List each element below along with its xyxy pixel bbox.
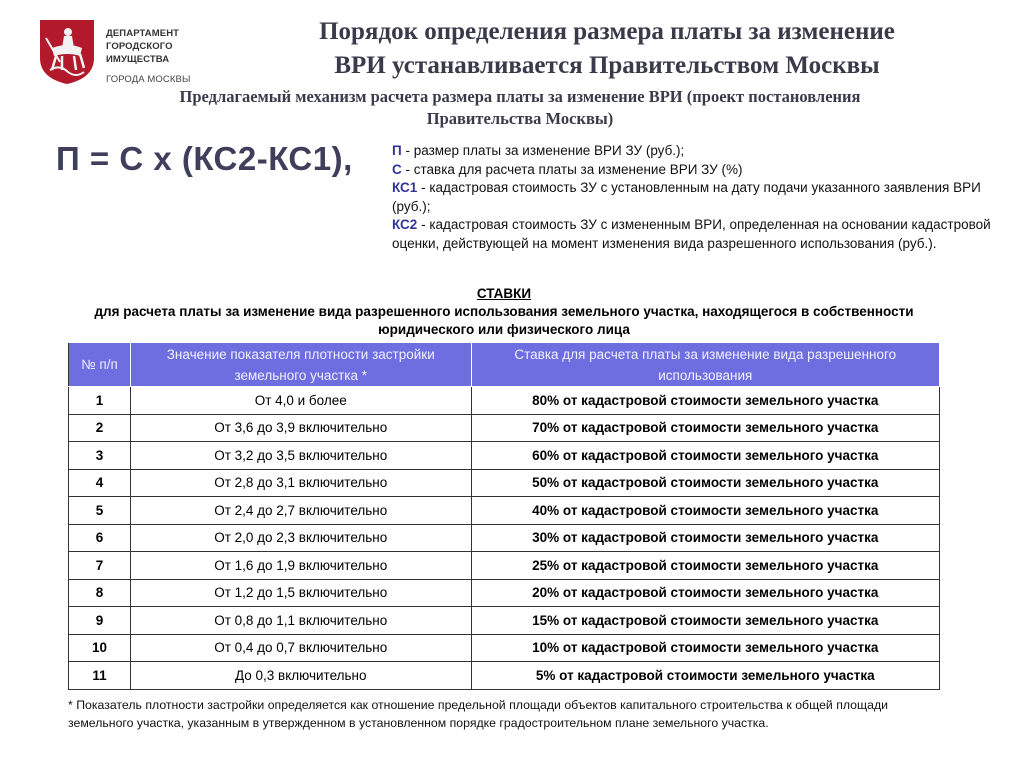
row-rate: 60% от кадастровой стоимости земельного участка <box>471 442 939 470</box>
rates-heading <box>68 285 940 339</box>
row-number: 10 <box>69 634 131 662</box>
row-rate: 40% от кадастровой стоимости земельного участка <box>471 497 939 525</box>
row-number: 9 <box>69 607 131 635</box>
rates-title: СТАВКИ <box>476 286 532 301</box>
row-rate: 10% от кадастровой стоимости земельного участка <box>471 634 939 662</box>
row-density: От 2,0 до 2,3 включительно <box>130 524 471 552</box>
row-number: 7 <box>69 552 131 580</box>
row-number: 4 <box>69 469 131 497</box>
row-density: От 2,4 до 2,7 включительно <box>130 497 471 525</box>
legend-text: - кадастровая стоимость ЗУ с установленным на дату подачи указанного заявления ВРИ (руб.); <box>392 180 981 214</box>
row-number: 8 <box>69 579 131 607</box>
department-name-line3: ГОРОДА МОСКВЫ <box>106 74 191 85</box>
row-rate: 30% от кадастровой стоимости земельного участка <box>471 524 939 552</box>
table-row <box>69 497 940 525</box>
department-name <box>106 27 248 86</box>
page-subtitle <box>100 86 940 130</box>
legend-item-c <box>392 161 992 180</box>
department-logo <box>38 18 248 88</box>
legend-text: - размер платы за изменение ВРИ ЗУ (руб.); <box>401 143 685 158</box>
legend-term: С <box>392 161 402 177</box>
department-name-line2: ИМУЩЕСТВА <box>106 54 170 65</box>
table-row <box>69 579 940 607</box>
legend-text: - кадастровая стоимость ЗУ с измененным ВРИ, определенная на основании кадастровой оценки, действующей на момент изменения вида разрешенного использования (руб.). <box>392 217 991 251</box>
row-rate: 50% от кадастровой стоимости земельного участка <box>471 469 939 497</box>
legend-item-p <box>392 142 992 161</box>
page-title-line1: Порядок определения размера платы за изменение <box>319 18 895 45</box>
row-density: От 2,8 до 3,1 включительно <box>130 469 471 497</box>
row-density: От 0,8 до 1,1 включительно <box>130 607 471 635</box>
row-rate: 15% от кадастровой стоимости земельного участка <box>471 607 939 635</box>
moscow-coat-of-arms-icon <box>38 18 96 86</box>
row-density: До 0,3 включительно <box>130 662 471 690</box>
row-rate: 20% от кадастровой стоимости земельного участка <box>471 579 939 607</box>
row-number: 2 <box>69 414 131 442</box>
row-number: 3 <box>69 442 131 470</box>
legend-term: КС2 <box>392 217 418 232</box>
row-number: 11 <box>69 662 131 690</box>
row-rate: 80% от кадастровой стоимости земельного участка <box>471 387 939 415</box>
page-subtitle-line2: Правительства Москвы) <box>426 109 614 128</box>
formula-legend <box>392 142 992 253</box>
table-header-row <box>69 343 940 387</box>
row-density: От 4,0 и более <box>130 387 471 415</box>
legend-item-ks1 <box>392 179 992 216</box>
row-number: 5 <box>69 497 131 525</box>
row-density: От 3,2 до 3,5 включительно <box>130 442 471 470</box>
column-header-number: № п/п <box>69 343 131 387</box>
table-row <box>69 662 940 690</box>
table-row <box>69 469 940 497</box>
row-density: От 1,6 до 1,9 включительно <box>130 552 471 580</box>
table-row <box>69 552 940 580</box>
row-rate: 5% от кадастровой стоимости земельного участка <box>471 662 939 690</box>
legend-term: КС1 <box>392 180 418 195</box>
row-density: От 3,6 до 3,9 включительно <box>130 414 471 442</box>
table-row <box>69 607 940 635</box>
table-row <box>69 387 940 415</box>
table-row <box>69 442 940 470</box>
page-subtitle-line1: Предлагаемый механизм расчета размера платы за изменение ВРИ (проект постановления <box>179 87 861 106</box>
row-number: 6 <box>69 524 131 552</box>
row-rate: 25% от кадастровой стоимости земельного участка <box>471 552 939 580</box>
table-row <box>69 524 940 552</box>
density-footnote: * Показатель плотности застройки определяется как отношение предельной площади объектов капитального строительства к общей площади земельного участка, указанным в утвержденном в установленном порядке градостроительном плане земельного участка. <box>68 698 889 730</box>
table-row <box>69 634 940 662</box>
rates-caption: для расчета платы за изменение вида разрешенного использования земельного участка, находящегося в собственности юридического или физического лица <box>94 304 914 337</box>
row-density: От 1,2 до 1,5 включительно <box>130 579 471 607</box>
fee-formula: П = С х (КС2-КС1), <box>56 140 353 177</box>
row-rate: 70% от кадастровой стоимости земельного участка <box>471 414 939 442</box>
column-header-rate: Ставка для расчета платы за изменение вида разрешенного использования <box>471 343 939 387</box>
table-row <box>69 414 940 442</box>
legend-text: - ставка для расчета платы за изменение ВРИ ЗУ (%) <box>401 161 743 177</box>
department-name-line1: ДЕПАРТАМЕНТ ГОРОДСКОГО <box>106 28 180 52</box>
page-title-line2: ВРИ устанавливается Правительством Москвы <box>334 52 880 79</box>
column-header-density: Значение показателя плотности застройки земельного участка * <box>130 343 471 387</box>
legend-term: П <box>392 143 402 158</box>
row-density: От 0,4 до 0,7 включительно <box>130 634 471 662</box>
legend-item-ks2 <box>392 216 992 253</box>
rates-table <box>68 342 940 690</box>
row-number: 1 <box>69 387 131 415</box>
page-title <box>262 15 952 83</box>
